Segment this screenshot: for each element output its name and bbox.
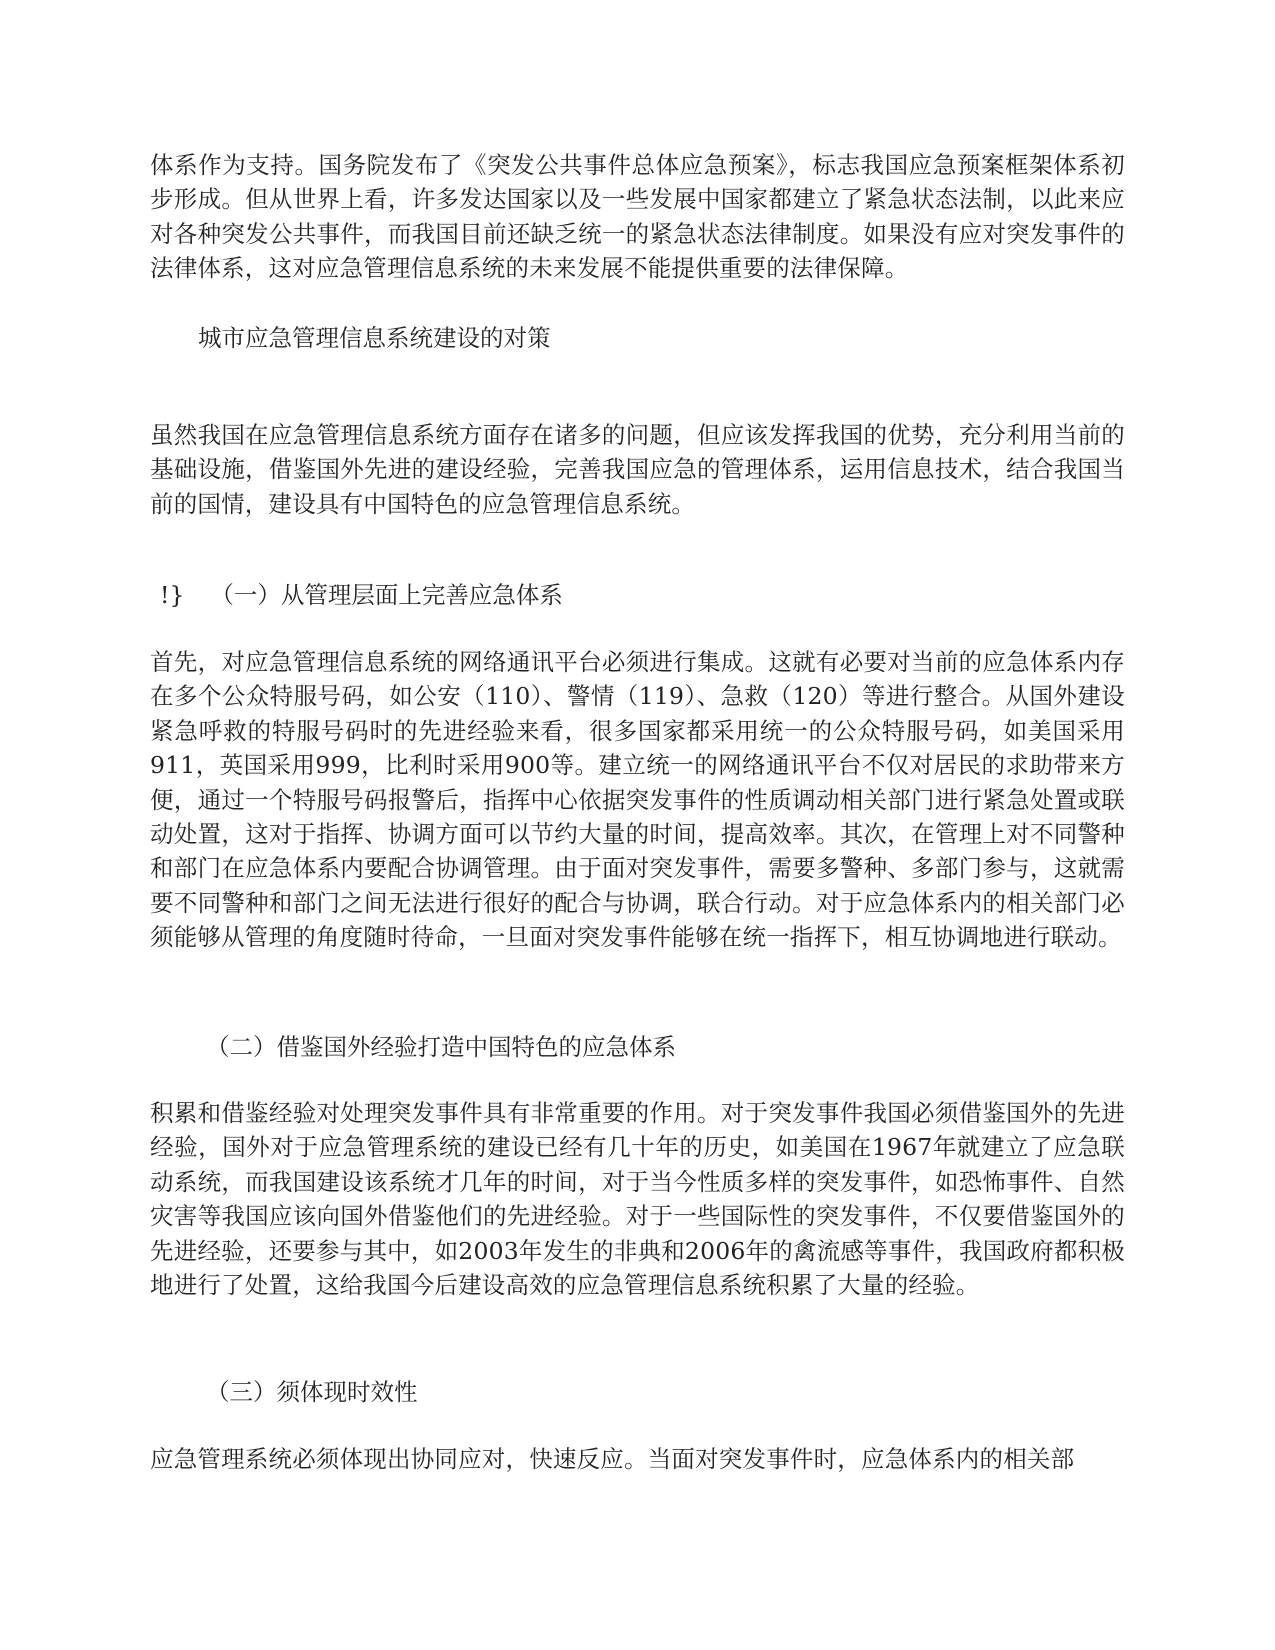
section-heading-management-level: [160, 578, 563, 612]
section-heading-management-level-text: （一）从管理层面上完善应急体系: [210, 581, 563, 609]
body-paragraph-2: 虽然我国在应急管理信息系统方面存在诸多的问题，但应该发挥我国的优势，充分利用当前的基础设施，借鉴国外先进的建设经验，完善我国应急的管理体系，运用信息技术，结合我国当前的国情，建设具有中国特色的应急管理信息系统。: [150, 421, 1125, 518]
body-paragraph-5: 应急管理系统必须体现出协同应对，快速反应。当面对突发事件时，应急体系内的相关部: [150, 1445, 1075, 1473]
section-heading-timeliness: （三）须体现时效性: [206, 1378, 418, 1406]
section-heading-countermeasures: 城市应急管理信息系统建设的对策: [198, 324, 551, 352]
body-paragraph-3: 首先，对应急管理信息系统的网络通讯平台必须进行集成。这就有必要对当前的应急体系内存在多个公众特服号码，如公安（110）、警情（119）、急救（120）等进行整合。从国外建设紧急呼救的特服号码时的先进经验来看，很多国家都采用统一的公众特服号码，如美国采用911，英国采用999，比利时采用900等。建立统一的网络通讯平台不仅对居民的求助带来方便，通过一个特服号码报警后，指挥中心依据突发事件的性质调动相关部门进行紧急处置或联动处置，这对于指挥、协调方面可以节约大量的时间，提高效率。其次，在管理上对不同警种和部门在应急体系内要配合协调管理。由于面对突发事件，需要多警种、多部门参与，这就需要不同警种和部门之间无法进行很好的配合与协调，联合行动。对于应急体系内的相关部门必须能够从管理的角度随时待命，一旦面对突发事件能够在统一指挥下，相互协调地进行联动。: [150, 648, 1125, 952]
body-paragraph-4: 积累和借鉴经验对处理突发事件具有非常重要的作用。对于突发事件我国必须借鉴国外的先进经验，国外对于应急管理系统的建设已经有几十年的历史，如美国在1967年就建立了应急联动系统，而我国建设该系统才几年的时间，对于当今性质多样的突发事件，如恐怖事件、自然灾害等我国应该向国外借鉴他们的先进经验。对于一些国际性的突发事件，不仅要借鉴国外的先进经验，还要参与其中，如2003年发生的非典和2006年的禽流感等事件，我国政府都积极地进行了处置，这给我国今后建设高效的应急管理信息系统积累了大量的经验。: [150, 1099, 1125, 1300]
stray-marker-text: !}: [160, 581, 185, 609]
section-heading-foreign-experience: （二）借鉴国外经验打造中国特色的应急体系: [206, 1033, 676, 1061]
body-paragraph-1: 体系作为支持。国务院发布了《突发公共事件总体应急预案》，标志我国应急预案框架体系初步形成。但从世界上看，许多发达国家以及一些发展中国家都建立了紧急状态法制，以此来应对各种突发公共事件，而我国目前还缺乏统一的紧急状态法律制度。如果没有应对突发事件的法律体系，这对应急管理信息系统的未来发展不能提供重要的法律保障。: [150, 151, 1125, 283]
